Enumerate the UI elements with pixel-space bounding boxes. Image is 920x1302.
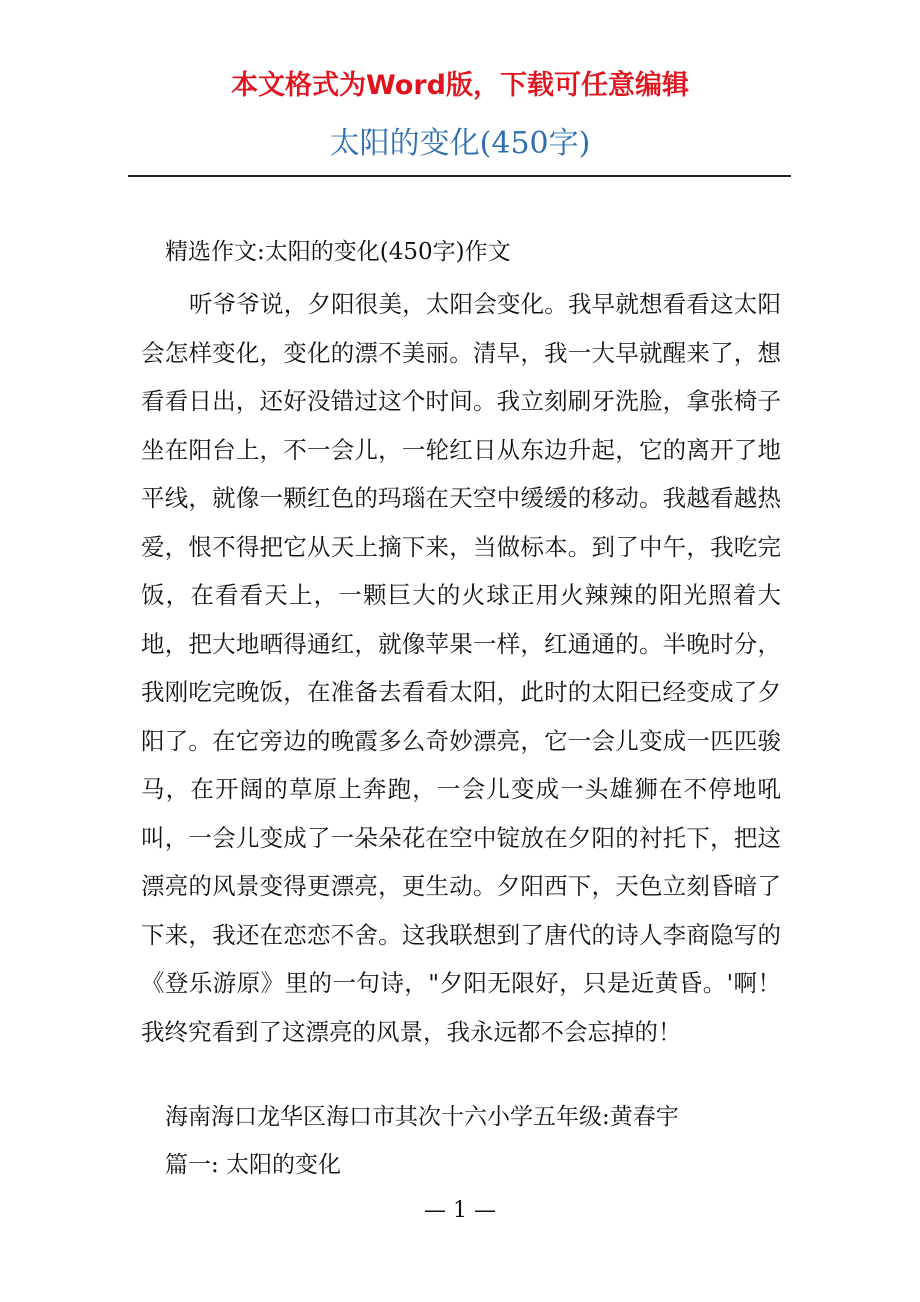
page-number: — 1 — [424, 1198, 496, 1223]
author-line: 海南海口龙华区海口市其次十六小学五年级:黄春宇 [165, 1104, 679, 1130]
article-subtitle: 精选作文:太阳的变化(450字)作文 [165, 239, 511, 265]
download-banner: 本文格式为Word版，下载可任意编辑 [230, 70, 689, 101]
document-title: 太阳的变化(450字) [329, 126, 591, 161]
article-body: 听爷爷说，夕阳很美，太阳会变化。我早就想看看这太阳会怎样变化，变化的漂不美丽。清早，我一大早就醒来了，想看看日出，还好没错过这个时间。我立刻刷牙洗脸，拿张椅子坐在阳台上，不一会儿，一轮红日从东边升起，它的离开了地平线，就像一颗红色的玛瑙在天空中缓缓的移动。我越看越热爱，恨不得把它从天上摘下来，当做标本。到了中午，我吃完饭，在看看天上，一颗巨大的火球正用火辣辣的阳光照着大地，把大地晒得通红，就像苹果一样，红通通的。半晚时分，我刚吃完晚饭，在准备去看看太阳，此时的太阳已经变成了夕阳了。在它旁边的晚霞多么奇妙漂亮，它一会儿变成一匹匹骏马，在开阔的草原上奔跑，一会儿变成一头雄狮在不停地吼叫，一会儿变成了一朵朵花在空中锭放在夕阳的衬托下，把这漂亮的风景变得更漂亮，更生动。夕阳西下，天色立刻昏暗了下来，我还在恋恋不舍。这我联想到了唐代的诗人李商隐写的《登乐游原》里的一句诗，"夕阳无限好，只是近黄昏。'啊！我终究看到了这漂亮的风景，我永远都不会忘掉的！ [141, 290, 781, 1046]
title-divider [128, 175, 791, 177]
section-heading: 篇一: 太阳的变化 [165, 1152, 342, 1178]
